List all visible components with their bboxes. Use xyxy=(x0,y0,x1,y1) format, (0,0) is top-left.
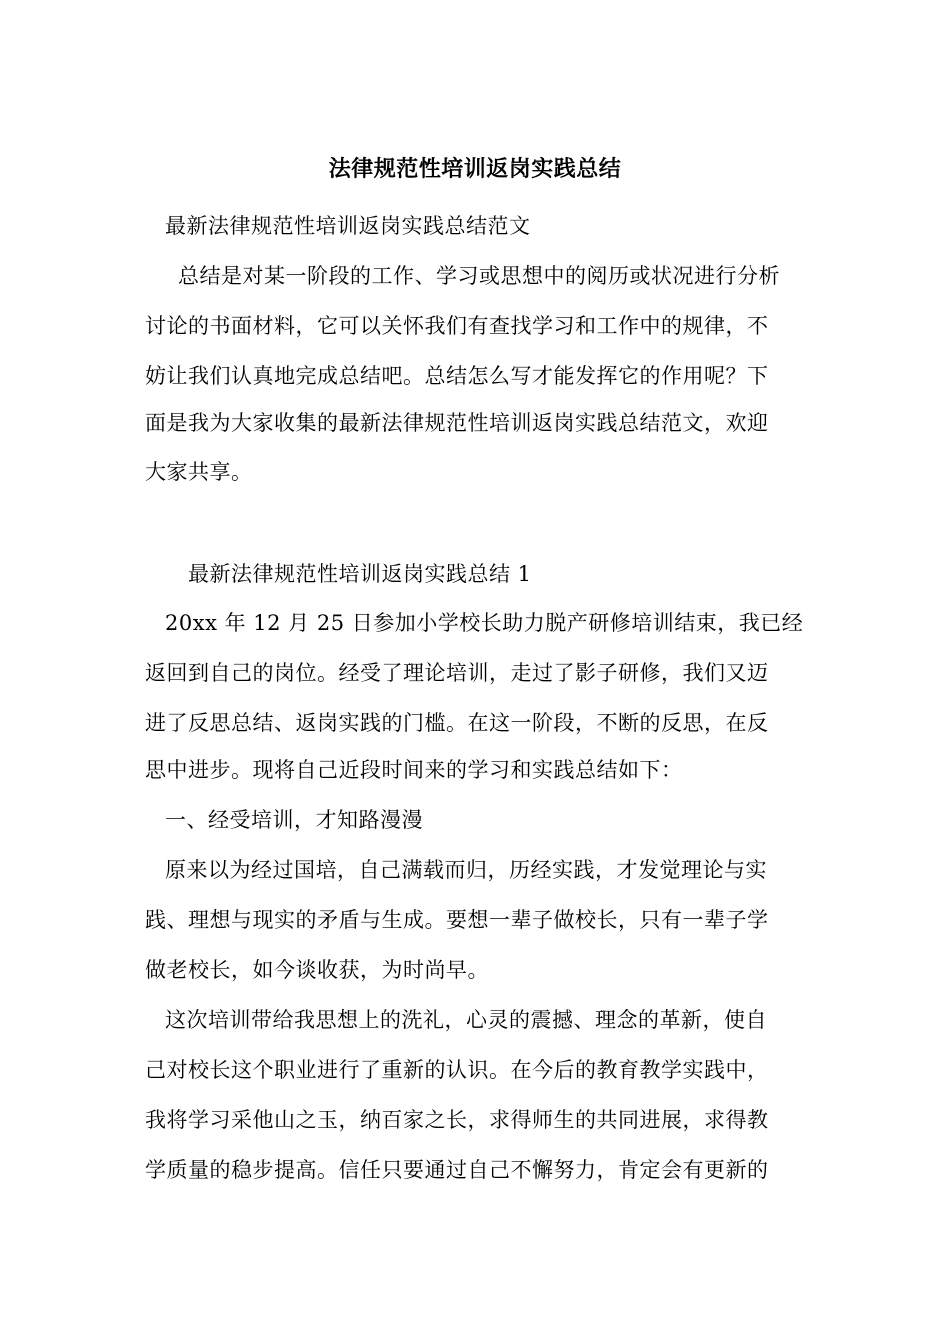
paragraph-line: 学质量的稳步提高。信任只要通过自己不懈努力，肯定会有更新的 xyxy=(145,1158,769,1182)
document-title: 法律规范性培训返岗实践总结 xyxy=(328,156,622,182)
paragraph-line: 己对校长这个职业进行了重新的认识。在今后的教育教学实践中， xyxy=(145,1058,769,1082)
paragraph-line: 原来以为经过国培，自己满载而归，历经实践，才发觉理论与实 xyxy=(165,858,767,882)
paragraph-line: 我将学习采他山之玉，纳百家之长，求得师生的共同进展，求得教 xyxy=(145,1108,769,1132)
paragraph-line: 践、理想与现实的矛盾与生成。要想一辈子做校长，只有一辈子学 xyxy=(145,908,769,932)
intro-line: 总结是对某一阶段的工作、学习或思想中的阅历或状况进行分析 xyxy=(178,264,780,288)
intro-line: 讨论的书面材料，它可以关怀我们有查找学习和工作中的规律，不 xyxy=(145,314,769,338)
paragraph-line: 这次培训带给我思想上的洗礼，心灵的震撼、理念的革新，使自 xyxy=(165,1008,767,1032)
intro-line: 妨让我们认真地完成总结吧。总结怎么写才能发挥它的作用呢？下 xyxy=(145,364,769,388)
section-heading: 一、经受培训，才知路漫漫 xyxy=(165,808,423,832)
paragraph-line: 思中进步。现将自己近段时间来的学习和实践总结如下： xyxy=(145,758,683,782)
paragraph-line: 进了反思总结、返岗实践的门槛。在这一阶段，不断的反思，在反 xyxy=(145,711,769,735)
section-title: 最新法律规范性培训返岗实践总结 1 xyxy=(188,562,532,586)
paragraph-line: 返回到自己的岗位。经受了理论培训，走过了影子研修，我们又迈 xyxy=(145,661,769,685)
paragraph-line: 做老校长，如今谈收获，为时尚早。 xyxy=(145,958,489,982)
paragraph-line: 20xx 年 12 月 25 日参加小学校长助力脱产研修培训结束，我已经 xyxy=(165,611,804,635)
intro-line: 面是我为大家收集的最新法律规范性培训返岗实践总结范文，欢迎 xyxy=(145,411,769,435)
document-subtitle: 最新法律规范性培训返岗实践总结范文 xyxy=(165,214,531,238)
intro-line: 大家共享。 xyxy=(145,460,253,484)
